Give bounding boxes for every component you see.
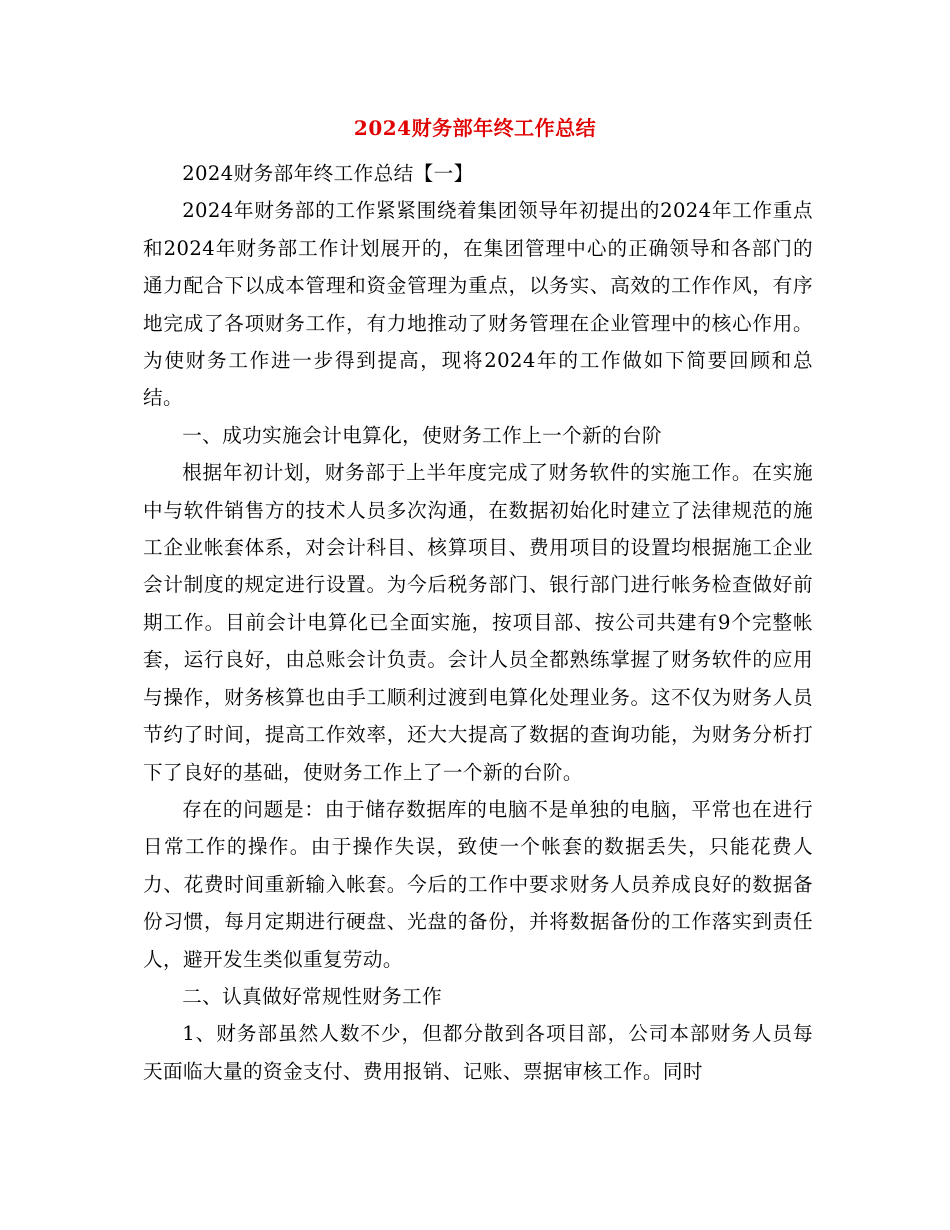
body-paragraph: 1、财务部虽然人数不少，但都分散到各项目部，公司本部财务人员每天面临大量的资金支付、费用报销、记账、票据审核工作。同时 [143,1022,813,1083]
intro-paragraph: 2024年财务部的工作紧紧围绕着集团领导年初提出的2024年工作重点和2024年财务部工作计划展开的，在集团管理中心的正确领导和各部门的通力配合下以成本管理和资金管理为重点，以务实、高效的工作作风，有序地完成了各项财务工作，有力地推动了财务管理在企业管理中的核心作用。为使财务工作进一步得到提高，现将2024年的工作做如下简要回顾和总结。 [143,199,813,410]
issues-paragraph: 存在的问题是：由于储存数据库的电脑不是单独的电脑，平常也在进行日常工作的操作。由于操作失误，致使一个帐套的数据丢失，只能花费人力、花费时间重新输入帐套。今后的工作中要求财务人员养成良好的数据备份习惯，每月定期进行硬盘、光盘的备份，并将数据备份的工作落实到责任人，避开发生类似重复劳动。 [143,797,813,971]
body-paragraph: 根据年初计划，财务部于上半年度完成了财务软件的实施工作。在实施中与软件销售方的技术人员多次沟通，在数据初始化时建立了法律规范的施工企业帐套体系，对会计科目、核算项目、费用项目的设置均根据施工企业会计制度的规定进行设置。为今后税务部门、银行部门进行帐务检查做好前期工作。目前会计电算化已全面实施，按项目部、按公司共建有9个完整帐套，运行良好，由总账会计负责。会计人员全都熟练掌握了财务软件的应用与操作，财务核算也由手工顺利过渡到电算化处理业务。这不仅为财务人员节约了时间，提高工作效率，还大大提高了数据的查询功能，为财务分析打下了良好的基础，使财务工作上了一个新的台阶。 [143,461,813,784]
subheading-two: 二、认真做好常规性财务工作 [182,984,443,1008]
document-body [143,155,813,1090]
section-heading: 2024财务部年终工作总结【一】 [182,162,474,185]
document-title: 2024财务部年终工作总结 [353,116,597,140]
subheading-one: 一、成功实施会计电算化，使财务工作上一个新的台阶 [182,423,663,447]
